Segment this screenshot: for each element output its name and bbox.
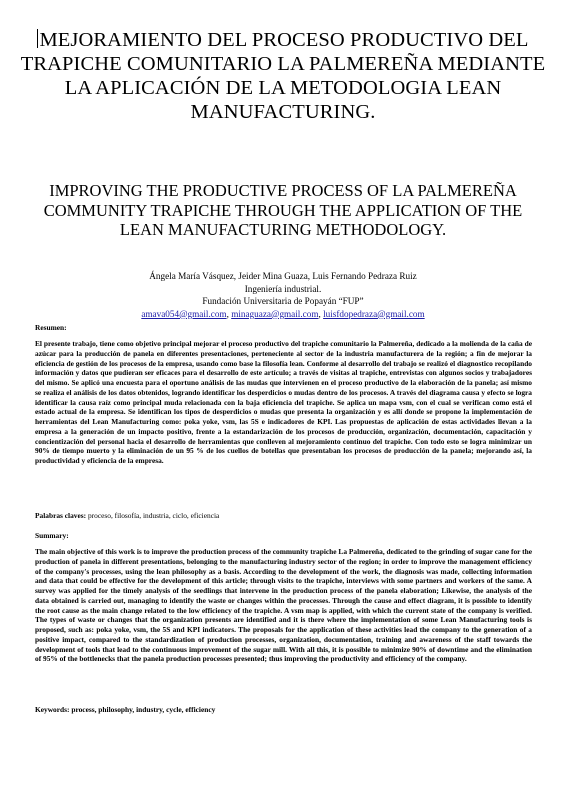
palabras-claves-label: Palabras claves:: [35, 511, 87, 520]
resumen-text: El presente trabajo, tiene como objetivo principal mejorar el proceso productivo del trapiche comunitario la Palmereña, dedicado a la molienda de la caña de azúcar para la producción de panela en diferentes presentaciones, perteneciente al sector de la industria manufacturera de la región; a fin de mejorar la eficiencia de gestión de los procesos de la empresa, usando como base la filosofía lean. Conforme al desarrollo del trabajo se realizó el diagnostico recopilando información y datos que pudieran ser eficaces para el desarrollo de este artículo; a través de visitas al trapiche, entrevistas con algunos socios y trabajadores del mismo. Se aplicó una encuesta para el oportuno análisis de las mudas que intervienen en el proceso productivo de la elaboración de la panela; así mismo se realiza el análisis de los datos obtenidos, logrando identificar los desperdicios o mudas dentro de los procesos. A través del diagrama causa y efecto se logra identificar la causa raíz como principal muda relacionada con la baja eficiencia del trapiche. Se aplica un mapa vsm, con el cual se verifican como está el estado actual de la empresa. Se identifican los tipos de desperdicios o mudas que presenta la organización y es allí donde se propone la implementación de herramientas del Lean Manufacturing como: poka yoke, vsm, las 5S e indicadores de KPI. Las propuestas de aplicación de estas actividades llevan a la empresa a la generación de un impacto positivo, frente a la estandarización de los procesos de producción, organización, documentación, capacitación y concientización del personal hacia el desarrollo de herramientas que conlleven al mejoramiento continuo del trapiche. Con todo esto se logra minimizar un 90% de tiempo muerto y la eliminación de un 95 % de los cuellos de botellas que presentaban los procesos de producción de la panela; mejorando así, la productividad y eficiencia de la empresa.: [35, 339, 532, 465]
email-separator: ,: [226, 308, 232, 319]
author-emails: [40, 308, 526, 321]
resumen-label: Resumen:: [35, 323, 67, 332]
email-link-1[interactable]: amava054@gmail.com: [141, 308, 227, 319]
palabras-claves: [35, 511, 532, 521]
author-block: [40, 270, 526, 320]
email-link-2[interactable]: minaguaza@gmail.com: [231, 308, 319, 319]
author-program: Ingeniería industrial.: [244, 283, 322, 294]
title-english: IMPROVING THE PRODUCTIVE PROCESS OF LA PALMEREÑA COMMUNITY TRAPICHE THROUGH THE APPLICATION OF THE LEAN MANUFACTURING METHODOLOGY.: [43, 181, 523, 239]
keywords-label: Keywords:: [35, 705, 70, 714]
keywords: [35, 705, 532, 715]
keywords-text: process, philosophy, industry, cycle, efficiency: [69, 705, 216, 714]
title-spanish-text: MEJORAMIENTO DEL PROCESO PRODUCTIVO DEL TRAPICHE COMUNITARIO LA PALMEREÑA MEDIANTE LA APLICACIÓN DE LA METODOLOGIA LEAN MANUFACTURING.: [20, 29, 546, 123]
author-institution: Fundación Universitaria de Popayán “FUP”: [202, 296, 364, 307]
summary-label: Summary:: [35, 531, 69, 540]
title-spanish: [20, 28, 546, 124]
author-names: Ángela María Vásquez, Jeider Mina Guaza, Luis Fernando Pedraza Ruiz: [149, 271, 417, 281]
email-link-3[interactable]: luisfdopedraza@gmail.com: [323, 308, 425, 319]
summary-text: The main objective of this work is to improve the production process of the community trapiche La Palmereña, dedicated to the grinding of sugar cane for the production of panela in different presentations, belonging to the manufacturing industry sector of the region; in order to improve the management efficiency of the company's processes, using the lean philosophy as a basis. According to the development of the work, the diagnosis was made, collecting information and data that could be effective for the development of this article; through visits to the trapiche, interviews with some partners and workers of the same. A survey was applied for the timely analysis of the seedlings that intervene in the production process of the panela elaboration; Likewise, the analysis of the data obtained is carried out, managing to identify the waste or changes within the processes. Through the cause and effect diagram, it is possible to identify the root cause as the main change related to the low efficiency of the trapiche. A vsm map is applied, with which the current state of the company is verified. The types of waste or changes that the organization presents are identified and it is there where the implementation of some Lean Manufacturing tools is proposed, such as: poka yoke, vsm, the 5S and KPI indicators. The proposals for the application of these activities lead the company to the generation of a positive impact, compared to the standardization of production processes, organization, documentation, training and awareness of the staff towards the development of tools that lead to the continuous improvement of the sugar mill. With all this, it is possible to minimize 90% of downtime and the elimination of 95% of the bottlenecks that the panela production processes presented; thus improving the productivity and efficiency of the company.: [35, 547, 532, 664]
email-separator: ,: [318, 308, 324, 319]
palabras-claves-text: proceso, filosofía, industria, ciclo, eficiencia: [86, 511, 220, 520]
